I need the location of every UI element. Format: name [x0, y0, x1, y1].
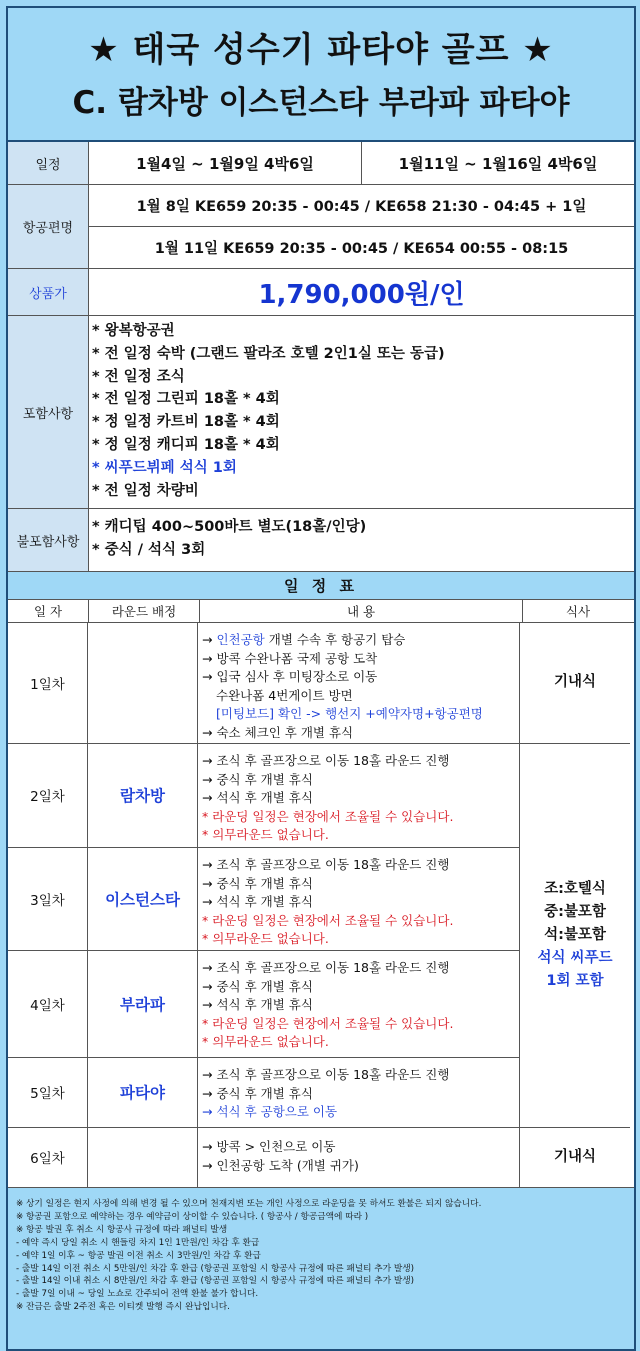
- schedule-row: [8, 142, 634, 185]
- meal-seafood-count: 1회 포함: [546, 972, 604, 989]
- content-line: [202, 631, 519, 650]
- day-content: [198, 951, 520, 1058]
- note-line: - 예약 즉시 당일 취소 시 핸들링 차지 1인 1만원/인 차감 후 환급: [16, 1237, 260, 1248]
- day-content: [198, 1058, 520, 1128]
- content-line: 수완나폼 4번게이트 방면: [216, 687, 353, 703]
- col-course: 라운드 배정: [89, 600, 200, 622]
- notice-line: * 라운딩 일정은 현장에서 조율될 수 있습니다.: [202, 1015, 454, 1031]
- note-line: ※ 상기 일정은 현지 사정에 의해 변경 될 수 있으며 천재지변 또는 개인 사정으로 라운딩을 못 하셔도 환불은 되지 않습니다.: [16, 1198, 482, 1209]
- course-name: 람차방: [88, 744, 198, 848]
- content-line: → 조식 후 골프장으로 이동 18홀 라운드 진행: [202, 856, 450, 872]
- notice-line: * 라운딩 일정은 현장에서 조율될 수 있습니다.: [202, 808, 454, 824]
- included-item: * 정 일정 캐디피 18홀 * 4회: [92, 436, 280, 453]
- schedule-date-1: 1월4일 ~ 1월9일 4박6일: [89, 142, 362, 184]
- note-line: ※ 항공권 포함으로 예약하는 경우 예약금이 상이할 수 있습니다. ( 항공사 / 항공금액에 따라 ): [16, 1211, 369, 1222]
- schedule-date-2: 1월11일 ~ 1월16일 4박6일: [398, 154, 598, 173]
- course-name: 부라파: [88, 951, 198, 1058]
- content-line: → 입국 심사 후 미팅장소로 이동: [202, 669, 378, 685]
- flight-row: [8, 185, 634, 269]
- excluded-item: * 캐디팁 400~500바트 별도(18홀/인당): [92, 519, 367, 536]
- content-line: → 숙소 체크인 후 개별 휴식: [202, 724, 354, 740]
- price-row: [8, 269, 634, 316]
- content-line: → 석식 후 개별 휴식: [202, 997, 313, 1013]
- notice-line: * 라운딩 일정은 현장에서 조율될 수 있습니다.: [202, 912, 454, 928]
- note-line: - 출발 14일 이전 취소 시 5만원/인 차감 후 환급 (항공권 포함일 시 항공사 규정에 따른 패널티 추가 발생): [16, 1263, 415, 1274]
- price-label: 상품가: [8, 269, 89, 315]
- meal-seafood: 석식 씨푸드: [537, 949, 613, 966]
- course-name: [88, 1128, 198, 1187]
- content-line-airport: → 석식 후 공항으로 이동: [202, 1104, 338, 1120]
- shared-meal-info: [520, 744, 630, 1128]
- content-line-rest: 개별 수속 후 항공기 탑승: [264, 631, 406, 647]
- meal-info: 기내식: [553, 1148, 597, 1165]
- page-subtitle: C. 람차방 이스턴스타 부라파 파타야: [72, 85, 570, 121]
- course-name: 이스턴스타: [88, 848, 198, 951]
- content-line: → 방콕 > 인천으로 이동: [202, 1138, 336, 1154]
- included-item: * 왕복항공권: [92, 323, 175, 339]
- flight-line-2: 1월 11일 KE659 20:35 - 00:45 / KE654 00:55 - 08:15: [89, 226, 634, 268]
- excluded-label: 불포함사항: [8, 509, 89, 571]
- content-line: → 중식 후 개별 휴식: [202, 978, 313, 994]
- content-line: → 조식 후 골프장으로 이동 18홀 라운드 진행: [202, 1066, 450, 1082]
- included-row: [8, 316, 634, 509]
- notice-line: * 의무라운드 없습니다.: [202, 1034, 329, 1050]
- included-item: * 전 일정 차량비: [92, 482, 199, 499]
- notice-line: * 의무라운드 없습니다.: [202, 931, 329, 947]
- content-line: → 중식 후 개별 휴식: [202, 771, 313, 787]
- day-label: 4일차: [8, 951, 88, 1058]
- excluded-item: * 중식 / 석식 3회: [92, 542, 206, 559]
- content-line: → 조식 후 골프장으로 이동 18홀 라운드 진행: [202, 959, 450, 975]
- content-line: → 중식 후 개별 휴식: [202, 875, 313, 891]
- meal-info: 기내식: [520, 623, 630, 744]
- arrow-icon: →: [202, 631, 217, 647]
- day-content: [198, 848, 520, 951]
- day-label: 3일차: [8, 848, 88, 951]
- notice-line: * 의무라운드 없습니다.: [202, 827, 329, 843]
- included-item-seafood: * 씨푸드뷔페 석식 1회: [92, 459, 237, 476]
- note-line: ※ 항공 발권 후 취소 시 항공사 규정에 따라 패널티 발생: [16, 1224, 228, 1235]
- content-line: → 방콕 수완나폼 국제 공항 도착: [202, 650, 378, 666]
- day-label: 2일차: [8, 744, 88, 848]
- meeting-board-line: [미팅보드] 확인 -> 행선지 +예약자명+항공편명: [216, 706, 483, 722]
- content-line: → 조식 후 골프장으로 이동 18홀 라운드 진행: [202, 752, 450, 768]
- included-item: * 전 일정 그린피 18홀 * 4회: [92, 391, 280, 408]
- itinerary-header: [8, 600, 634, 623]
- excluded-row: [8, 509, 634, 572]
- included-item: * 전 일정 조식: [92, 368, 185, 385]
- note-line: ※ 잔금은 출발 2주전 혹은 이티켓 발행 즉시 완납입니다.: [16, 1302, 230, 1313]
- day-content: [198, 1128, 520, 1187]
- included-item: * 전 일정 숙박 (그랜드 팔라조 호텔 2인1실 또는 동급): [92, 345, 445, 362]
- day-label: 6일차: [8, 1128, 88, 1187]
- note-line: - 예약 1일 이후 ~ 항공 발권 이전 취소 시 3만원/인 차감 후 환급: [16, 1250, 261, 1261]
- note-line: - 출발 7일 이내 ~ 당일 노쇼로 간주되어 전액 환불 불가 합니다.: [16, 1289, 259, 1300]
- content-line: → 석식 후 개별 휴식: [202, 894, 313, 910]
- itinerary-table: [8, 623, 634, 1187]
- note-line: - 출발 14일 이내 취소 시 8만원/인 차감 후 환급 (항공권 포함일 시 항공사 규정에 따른 패널티 추가 발생): [16, 1276, 415, 1287]
- page-title: ★ 태국 성수기 파타야 골프 ★: [88, 30, 554, 70]
- flight-line-1: 1월 8일 KE659 20:35 - 00:45 / KE658 21:30 - 04:45 + 1일: [136, 199, 587, 215]
- meal-breakfast: 조:호텔식: [544, 880, 606, 897]
- incheon-airport: 인천공항: [216, 631, 265, 647]
- header: [8, 8, 634, 142]
- meal-dinner: 석:불포함: [544, 926, 606, 943]
- day-content: [198, 744, 520, 848]
- meal-lunch: 중:불포함: [544, 903, 606, 920]
- schedule-label: 일정: [8, 142, 89, 184]
- notes-section: [8, 1187, 634, 1349]
- col-content: 내 용: [200, 600, 523, 622]
- content-line: → 인천공항 도착 (개별 귀가): [202, 1157, 359, 1173]
- day-label: 1일차: [8, 623, 88, 744]
- col-meal: 식사: [565, 603, 591, 619]
- included-label: 포함사항: [8, 316, 89, 508]
- col-day: 일 자: [8, 600, 89, 622]
- document: [6, 6, 636, 1351]
- day-content: [198, 623, 520, 744]
- flight-label: 항공편명: [8, 185, 89, 268]
- itinerary-title: 일 정 표: [8, 572, 634, 600]
- course-name: [88, 623, 198, 744]
- content-line: → 석식 후 개별 휴식: [202, 790, 313, 806]
- day-label: 5일차: [8, 1058, 88, 1128]
- course-name: 파타야: [88, 1058, 198, 1128]
- included-item: * 정 일정 카트비 18홀 * 4회: [92, 414, 280, 431]
- price-value: 1,790,000원/인: [258, 279, 465, 310]
- content-line: → 중식 후 개별 휴식: [202, 1085, 313, 1101]
